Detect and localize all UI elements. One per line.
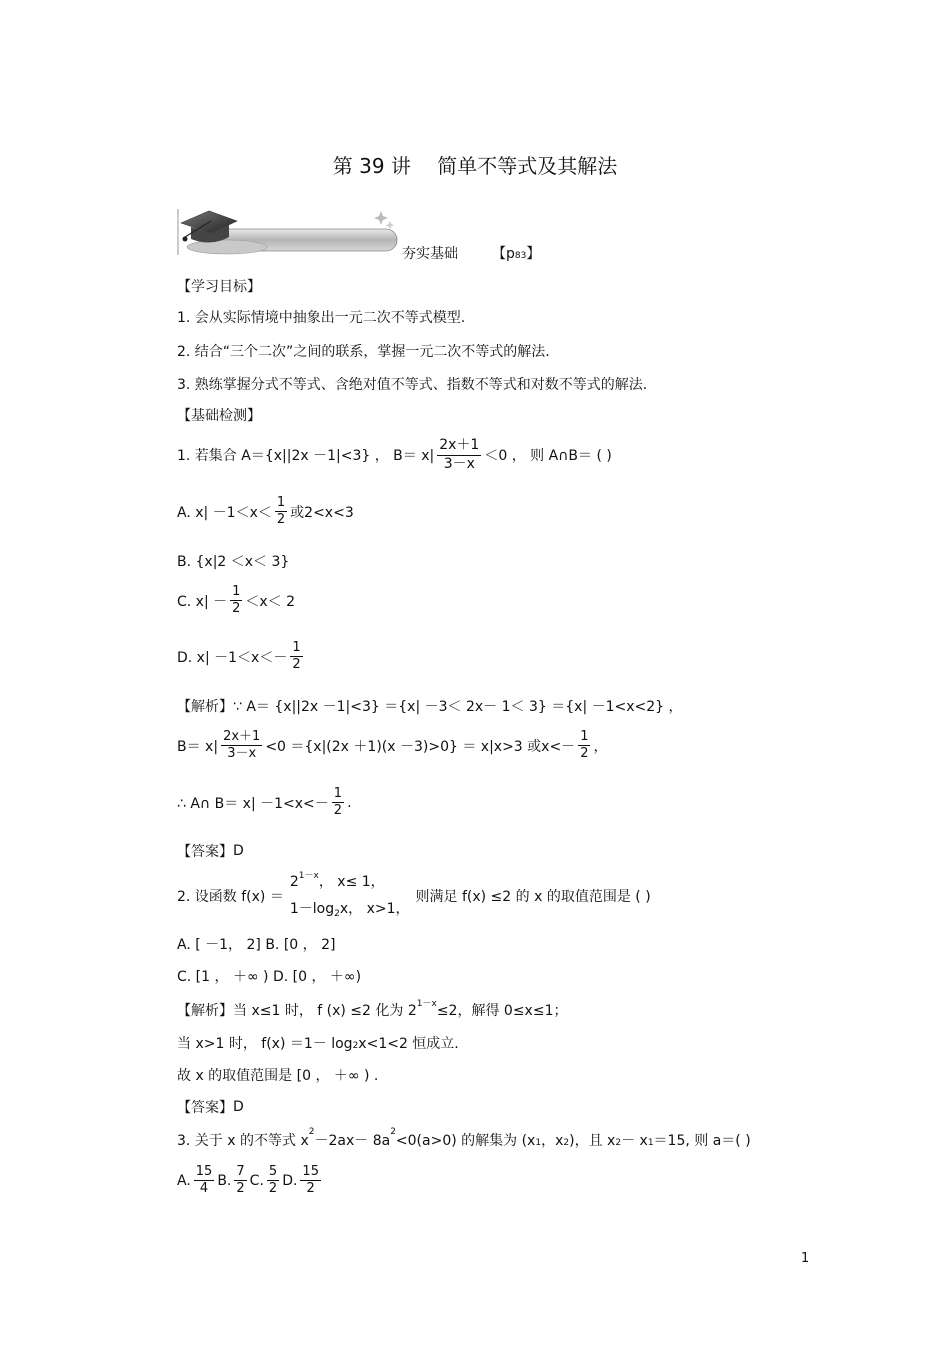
question-1-analysis: 【解析】 ∵ A＝ {x||2x －1|<3} ＝{x| －3＜ 2x－ 1＜ 3} ＝{x| －1<x<2} ， [177,699,683,715]
question-1-analysis-line: ∴ A∩ B＝ x| －1<x<－ $\frac{1}{2}$ . [177,786,352,819]
goal-item: 2. 结合“三个二次”之间的联系，掌握一元二次不等式的解法. [177,344,550,360]
question-1-option-d: D. x| －1＜x＜－ $\frac{1}{2}$ [177,640,301,673]
page-number: 1 [801,1251,810,1266]
section-goals: 【学习目标】 [177,279,261,295]
question-1-option-b: B. {x|2 ＜x＜ 3} [177,554,290,570]
question-2-analysis-line: 故 x 的取值范围是 [0 ， ＋∞ ) . [177,1068,379,1084]
page-ref: 【p83】 [492,246,541,262]
goal-item: 3. 熟练掌握分式不等式、含绝对值不等式、指数不等式和对数不等式的解法. [177,377,648,393]
question-3-options: A. $\frac{15}{4}$ B. $\frac{7}{2}$ C. $\frac{5}{2}$ D. $\frac{15}{2}$ [177,1164,319,1197]
question-1-stem: 1. 若集合 A＝{x||2x －1|<3} ， B＝ x| $\frac{2x+1}{3-x}$ ＜0 ， 则 A∩B＝ ( ) [177,437,612,472]
question-1-answer: 【答案】 D [177,843,244,860]
question-2-stem: 2. 设函数 f(x) ＝ $2^{1-x}$， x≤ 1， $1-\log_2x$， x>1， 则满足 f(x) ≤2 的 x 的取值范围是 ( ) [177,871,651,919]
question-1-option-a: A. x| －1＜x＜ $\frac{1}{2}$ 或2<x<3 [177,495,354,528]
graduation-cap-icon [177,207,399,257]
banner-label: 夯实基础 [402,246,458,262]
question-2-options: C. [1 ， ＋∞ ) D. [0 ， ＋∞) [177,969,362,985]
page-title: 第 39 讲 简单不等式及其解法 [332,154,618,178]
goal-item: 1. 会从实际情境中抽象出一元二次不等式模型. [177,310,466,326]
question-3-stem: 3. 关于 x 的不等式 x 2 －2ax－ 8a 2 <0(a>0) 的解集为 (x 1 ，x 2 )，且 x 2 － x 1 ＝15, 则 a＝( ) [177,1127,751,1149]
question-1-analysis-line: B＝ x| $\frac{2x+1}{3-x}$ <0 ＝{x|(2x ＋1)(x －3)>0} ＝ x|x>3 或x<－ $\frac{1}{2}$ ， [177,729,608,762]
section-check: 【基础检测】 [177,408,261,424]
question-2-options: A. [ －1， 2] B. [0 ， 2] [177,937,336,953]
question-2-analysis-line: 当 x>1 时， f(x) ＝1－ log 2 x<1<2 恒成立. [177,1036,459,1052]
question-1-option-c: C. x| － $\frac{1}{2}$ ＜x＜ 2 [177,584,296,617]
question-2-analysis: 【解析】 当 x≤1 时， f (x) ≤2 化为 2 1－x ≤2，解得 0≤x≤1； [177,998,568,1019]
question-2-answer: 【答案】 D [177,1099,244,1116]
